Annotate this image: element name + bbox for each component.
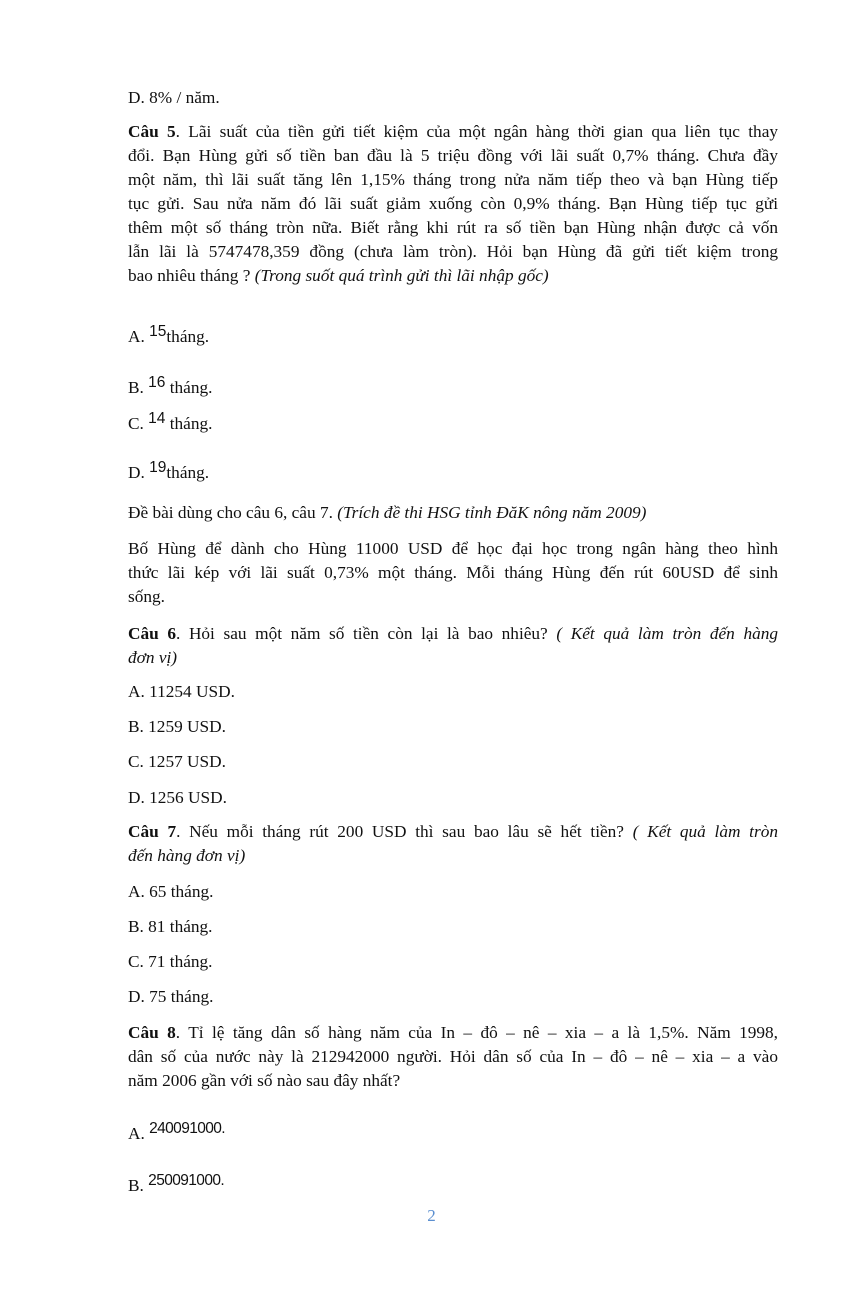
question-8 — [128, 1021, 778, 1093]
q6-option-b: B. 1259 USD. — [128, 717, 226, 736]
q7-line: Câu 7. Nếu mỗi tháng rút 200 USD thì sau bao lâu sẽ hết tiền? ( Kết quả làm tròn — [128, 822, 778, 841]
q5-line: Câu 5. Lãi suất của tiền gửi tiết kiệm của một ngân hàng thời gian qua liên tục thay — [128, 122, 779, 141]
q8-option-a: A. 240091000. — [128, 1120, 226, 1143]
q8-option-b: B. 250091000. — [128, 1172, 225, 1195]
q5-option-b: B. 16 tháng. — [128, 374, 213, 397]
q5-line: tục gửi. Sau nửa năm đó lãi suất giảm xuống còn 0,9% tháng. Bạn Hùng tiếp tục gửi — [128, 194, 778, 213]
shared-line: thức lãi kép với lãi suất 0,73% một tháng. Mỗi tháng Hùng đến rút 60USD để sinh — [128, 563, 778, 582]
q5-option-a: A. 15tháng. — [128, 323, 210, 346]
q5-line: bao nhiêu tháng ? (Trong suốt quá trình gửi thì lãi nhập gốc) — [128, 266, 549, 285]
shared-line: sống. — [128, 587, 165, 606]
q5-note: (Trong suốt quá trình gửi thì lãi nhập gốc) — [254, 266, 549, 285]
q5-line: thêm một số tháng tròn nữa. Biết rằng khi rút ra số tiền bạn Hùng nhận được cả vốn — [128, 218, 778, 237]
q7-option-c: C. 71 tháng. — [128, 952, 213, 971]
shared-intro: Đề bài dùng cho câu 6, câu 7. (Trích đề thi HSG tỉnh ĐăK nông năm 2009) — [128, 503, 647, 522]
q6-option-d: D. 1256 USD. — [128, 788, 227, 807]
q4-option-d: D. 8% / năm. — [128, 88, 220, 107]
q5-line: một năm, thì lãi suất tăng lên 1,15% tháng trong nửa năm tiếp theo và bạn Hùng tiếp — [128, 170, 778, 189]
q6-label: Câu 6 — [128, 624, 176, 643]
question-6 — [128, 622, 778, 670]
q8-label: Câu 8 — [128, 1023, 176, 1042]
q6-option-c: C. 1257 USD. — [128, 752, 226, 771]
q8-line: Câu 8. Tỉ lệ tăng dân số hàng năm của In – đô – nê – xia – a là 1,5%. Năm 1998, — [128, 1023, 778, 1042]
question-7 — [128, 820, 778, 868]
q5-line: lẫn lãi là 5747478,359 đồng (chưa làm tròn). Hỏi bạn Hùng đã gửi tiết kiệm trong — [128, 242, 778, 261]
q7-option-d: D. 75 tháng. — [128, 987, 214, 1006]
q5-option-d: D. 19tháng. — [128, 459, 210, 482]
q6-line: Câu 6. Hỏi sau một năm số tiền còn lại là bao nhiêu? ( Kết quả làm tròn đến hàng — [128, 624, 779, 643]
page-number: 2 — [427, 1206, 436, 1225]
q7-option-a: A. 65 tháng. — [128, 882, 214, 901]
q8-line: dân số của nước này là 212942000 người. Hỏi dân số của In – đô – nê – xia – a vào — [128, 1047, 778, 1066]
q5-line: đổi. Bạn Hùng gửi số tiền ban đầu là 5 triệu đồng với lãi suất 0,7% tháng. Chưa đầy — [128, 146, 778, 165]
q7-label: Câu 7 — [128, 822, 177, 841]
shared-intro-note: (Trích đề thi HSG tỉnh ĐăK nông năm 2009) — [337, 503, 647, 522]
q5-option-c: C. 14 tháng. — [128, 410, 213, 433]
q8-line: năm 2006 gần với số nào sau đây nhất? — [128, 1071, 401, 1090]
shared-line: Bố Hùng để dành cho Hùng 11000 USD để học đại học trong ngân hàng theo hình — [128, 539, 778, 558]
q5-label: Câu 5 — [128, 122, 176, 141]
q6-option-a: A. 11254 USD. — [128, 682, 235, 701]
q7-line: đến hàng đơn vị) — [128, 846, 246, 865]
q7-option-b: B. 81 tháng. — [128, 917, 213, 936]
question-5 — [128, 120, 778, 288]
shared-problem — [128, 537, 778, 609]
q6-line: đơn vị) — [128, 648, 178, 667]
